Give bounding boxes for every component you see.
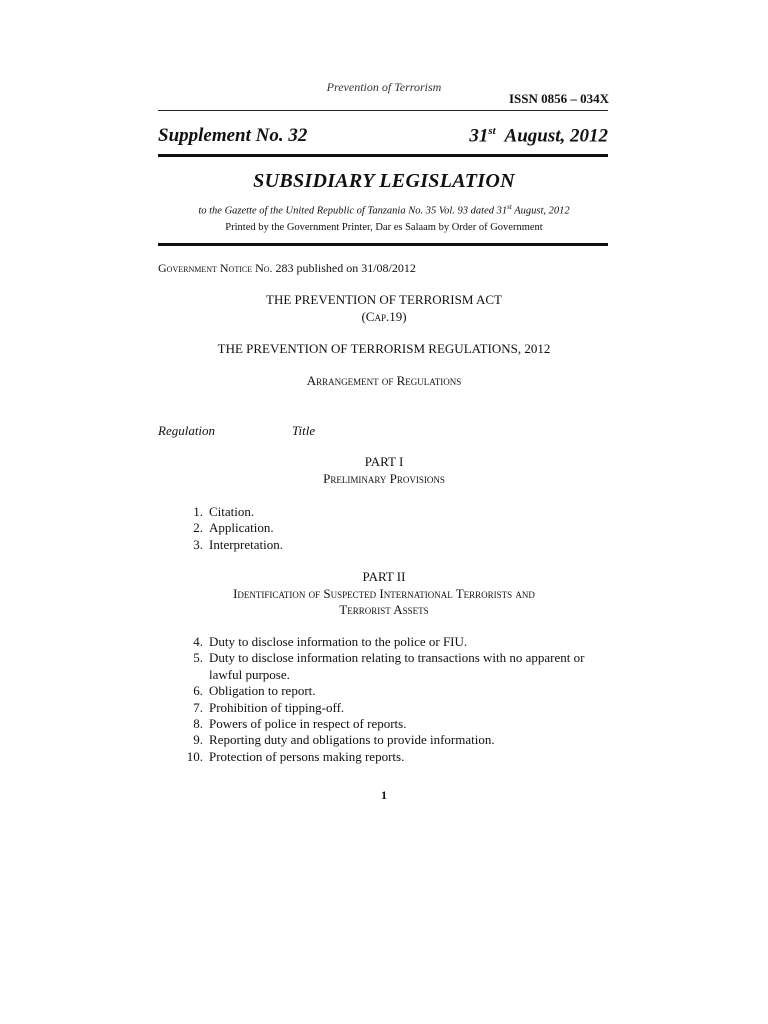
part-2-subheading-line-1: Identification of Suspected International Terrorists and bbox=[233, 586, 535, 601]
list-item: 2. Application. bbox=[193, 520, 274, 536]
header-rule bbox=[158, 110, 608, 111]
column-header-regulation: Regulation bbox=[158, 423, 216, 438]
list-item: 4. Duty to disclose information to the police or FIU. bbox=[193, 634, 468, 649]
list-item: 5. Duty to disclose information relating to transactions with no apparent or lawful purpose. bbox=[193, 650, 585, 682]
government-notice: Government Notice No. 283 published on 31/08/2012 bbox=[158, 261, 416, 275]
part-1-subheading: Preliminary Provisions bbox=[323, 471, 445, 486]
supplement-number: Supplement No. 32 bbox=[158, 125, 308, 146]
masthead-rule-top bbox=[158, 154, 608, 157]
act-title: THE PREVENTION OF TERRORISM ACT bbox=[266, 292, 502, 307]
page-title: SUBSIDIARY LEGISLATION bbox=[253, 170, 515, 192]
column-header-title: Title bbox=[292, 423, 316, 438]
act-chapter: (Cap.19) bbox=[361, 309, 407, 324]
part-2-subheading-line-2: Terrorist Assets bbox=[339, 602, 429, 617]
supplement-date: 31st August, 2012 bbox=[469, 125, 608, 147]
list-item: 10. Protection of persons making reports. bbox=[186, 748, 405, 764]
running-head: Prevention of Terrorism bbox=[326, 80, 442, 94]
printer-line: Printed by the Government Printer, Dar es Salaam by Order of Government bbox=[225, 222, 543, 233]
issn-number: ISSN 0856 – 034X bbox=[508, 91, 609, 106]
list-item: 6. Obligation to report. bbox=[193, 683, 316, 699]
part-2-list bbox=[176, 634, 616, 765]
arrangement-heading: Arrangement of Regulations bbox=[306, 373, 462, 388]
list-item: 7. Prohibition of tipping-off. bbox=[193, 699, 345, 715]
masthead-rule-bottom bbox=[158, 243, 608, 246]
list-item: 1. Citation. bbox=[193, 504, 255, 519]
regulations-title: THE PREVENTION OF TERRORISM REGULATIONS, 2012 bbox=[217, 341, 551, 356]
page-number: 1 bbox=[381, 788, 387, 802]
part-1-list bbox=[176, 504, 616, 553]
list-item: 8. Powers of police in respect of reports. bbox=[193, 716, 407, 732]
list-item: 3. Interpretation. bbox=[193, 536, 283, 552]
part-1-heading: PART I bbox=[364, 454, 404, 469]
part-2-heading: PART II bbox=[362, 569, 406, 584]
gazette-line: to the Gazette of the United Republic of Tanzania No. 35 Vol. 93 dated 31st August, 2012 bbox=[198, 203, 570, 217]
list-item: 9. Reporting duty and obligations to provide information. bbox=[193, 732, 495, 748]
